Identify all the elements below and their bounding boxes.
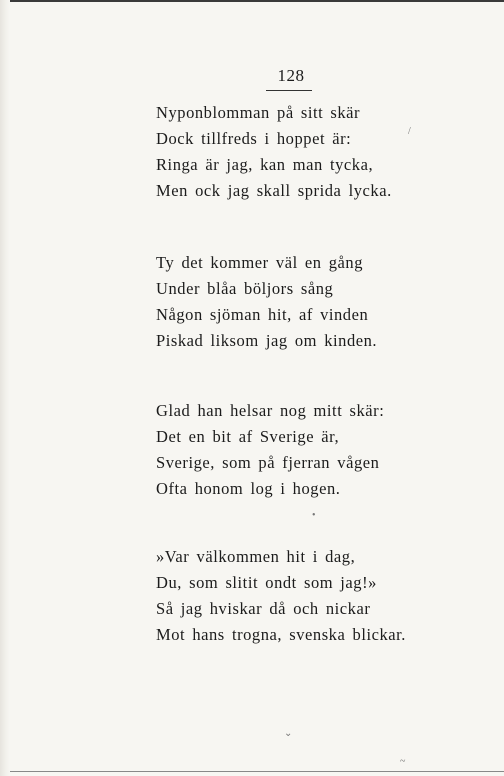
poem-stanza <box>156 398 496 502</box>
poem-line: »Var välkommen hit i dag, <box>156 547 356 566</box>
poem-line: Sverige, som på fjerran vågen <box>156 453 380 472</box>
page-number-underline <box>266 90 312 91</box>
top-border-line <box>10 0 504 2</box>
ink-speck: ~ <box>400 756 406 767</box>
poem-line: Det en bit af Sverige är, <box>156 427 340 446</box>
poem-line: Du, som slitit ondt som jag!» <box>156 573 377 592</box>
poem-line: Men ock jag skall sprida lycka. <box>156 181 392 200</box>
poem-line: Piskad liksom jag om kinden. <box>156 331 378 350</box>
page-gutter-edge <box>0 0 10 776</box>
poem-stanza <box>156 544 496 648</box>
poem-line: Ofta honom log i hogen. <box>156 479 341 498</box>
poem-stanza <box>156 250 496 354</box>
poem-line: Ringa är jag, kan man tycka, <box>156 155 374 174</box>
ink-speck: ⌄ <box>284 728 293 739</box>
poem-line: Dock tillfreds i hoppet är: <box>156 129 352 148</box>
poem-stanza <box>156 100 496 204</box>
poem-line: Ty det kommer väl en gång <box>156 253 364 272</box>
poem-line: Någon sjöman hit, af vinden <box>156 305 369 324</box>
page-number: 128 <box>277 66 305 85</box>
poem-line: Under blåa böljors sång <box>156 279 334 298</box>
bottom-border-line <box>10 771 504 772</box>
poem-line: Så jag hviskar då och nickar <box>156 599 371 618</box>
ink-speck: • <box>312 510 316 521</box>
poem-line: Glad han helsar nog mitt skär: <box>156 401 385 420</box>
poem-line: Nyponblomman på sitt skär <box>156 103 361 122</box>
poem-line: Mot hans trogna, svenska blickar. <box>156 625 406 644</box>
ink-speck: / <box>408 126 411 137</box>
